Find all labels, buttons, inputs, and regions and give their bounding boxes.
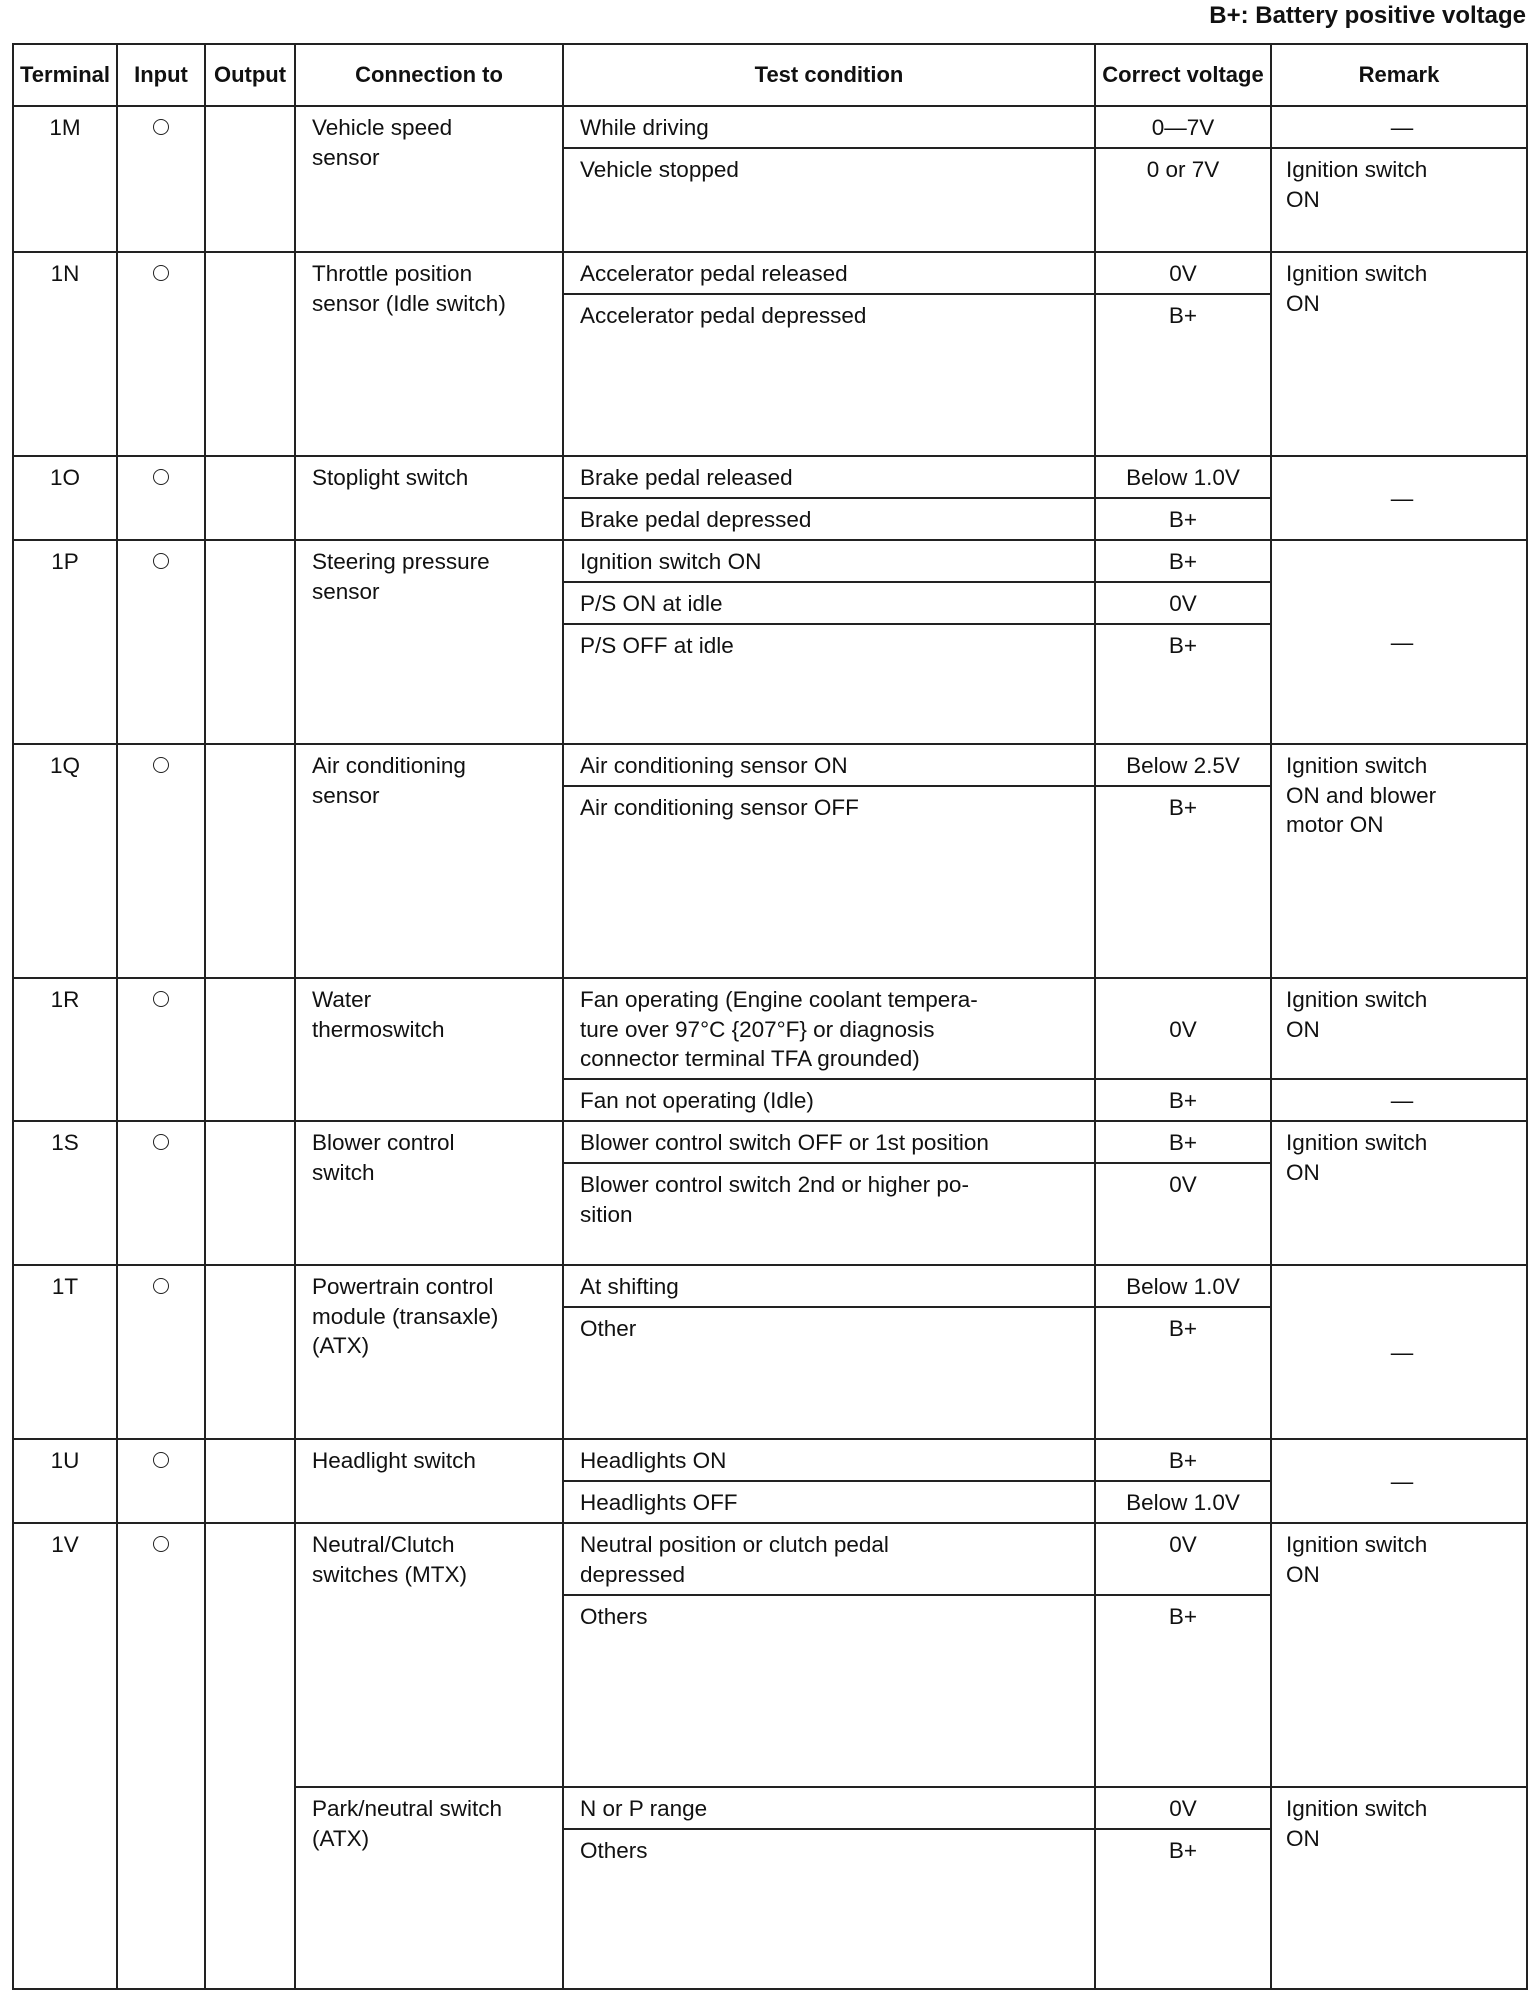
input-cell bbox=[117, 252, 205, 456]
input-circle-icon bbox=[153, 1536, 169, 1552]
header-row bbox=[13, 44, 1527, 106]
condition-cell: Fan operating (Engine coolant tempera- ture over 97°C {207°F} or diagnosis connector terminal TFA grounded) bbox=[563, 978, 1095, 1079]
voltage-cell: B+ bbox=[1095, 1439, 1271, 1481]
remark-cell: — bbox=[1271, 540, 1527, 744]
header-terminal: Terminal bbox=[13, 44, 117, 106]
remark-cell: — bbox=[1271, 1439, 1527, 1523]
terminal-cell: 1S bbox=[13, 1121, 117, 1265]
connection-cell: Powertrain control module (transaxle) (ATX) bbox=[295, 1265, 563, 1439]
terminal-voltage-table bbox=[12, 43, 1528, 1990]
terminal-cell: 1T bbox=[13, 1265, 117, 1439]
output-cell bbox=[205, 1523, 295, 1989]
voltage-cell: Below 2.5V bbox=[1095, 744, 1271, 786]
header-test-condition: Test condition bbox=[563, 44, 1095, 106]
output-cell bbox=[205, 456, 295, 540]
condition-cell: Others bbox=[563, 1595, 1095, 1787]
voltage-cell: 0V bbox=[1095, 252, 1271, 294]
table-row bbox=[13, 1265, 1527, 1307]
terminal-cell: 1U bbox=[13, 1439, 117, 1523]
remark-cell: — bbox=[1271, 106, 1527, 148]
voltage-cell: B+ bbox=[1095, 498, 1271, 540]
remark-cell: Ignition switch ON bbox=[1271, 252, 1527, 456]
condition-cell: Accelerator pedal depressed bbox=[563, 294, 1095, 456]
voltage-cell: B+ bbox=[1095, 786, 1271, 978]
connection-cell: Vehicle speed sensor bbox=[295, 106, 563, 252]
output-cell bbox=[205, 744, 295, 978]
voltage-cell: Below 1.0V bbox=[1095, 1481, 1271, 1523]
header-remark: Remark bbox=[1271, 44, 1527, 106]
connection-cell: Headlight switch bbox=[295, 1439, 563, 1523]
voltage-cell: B+ bbox=[1095, 1307, 1271, 1439]
input-circle-icon bbox=[153, 1134, 169, 1150]
remark-cell: Ignition switch ON bbox=[1271, 1523, 1527, 1787]
table-row bbox=[13, 106, 1527, 148]
output-cell bbox=[205, 106, 295, 252]
header-correct-voltage: Correct voltage bbox=[1095, 44, 1271, 106]
input-circle-icon bbox=[153, 553, 169, 569]
condition-cell: Others bbox=[563, 1829, 1095, 1989]
condition-cell: Headlights ON bbox=[563, 1439, 1095, 1481]
condition-cell: Brake pedal released bbox=[563, 456, 1095, 498]
terminal-cell: 1N bbox=[13, 252, 117, 456]
connection-cell: Steering pressure sensor bbox=[295, 540, 563, 744]
input-circle-icon bbox=[153, 757, 169, 773]
condition-cell: Vehicle stopped bbox=[563, 148, 1095, 252]
condition-cell: N or P range bbox=[563, 1787, 1095, 1829]
voltage-cell: 0V bbox=[1095, 1163, 1271, 1265]
condition-cell: Accelerator pedal released bbox=[563, 252, 1095, 294]
voltage-cell: B+ bbox=[1095, 294, 1271, 456]
condition-cell: Brake pedal depressed bbox=[563, 498, 1095, 540]
terminal-cell: 1P bbox=[13, 540, 117, 744]
connection-cell: Blower control switch bbox=[295, 1121, 563, 1265]
voltage-cell: 0—7V bbox=[1095, 106, 1271, 148]
connection-cell: Stoplight switch bbox=[295, 456, 563, 540]
input-cell bbox=[117, 978, 205, 1121]
condition-cell: Ignition switch ON bbox=[563, 540, 1095, 582]
table-row bbox=[13, 1439, 1527, 1481]
connection-cell: Air conditioning sensor bbox=[295, 744, 563, 978]
terminal-cell: 1R bbox=[13, 978, 117, 1121]
output-cell bbox=[205, 1439, 295, 1523]
voltage-cell: 0V bbox=[1095, 978, 1271, 1079]
remark-cell: Ignition switch ON bbox=[1271, 978, 1527, 1079]
input-cell bbox=[117, 1439, 205, 1523]
voltage-cell: B+ bbox=[1095, 1829, 1271, 1989]
remark-cell: — bbox=[1271, 1265, 1527, 1439]
remark-cell: Ignition switch ON bbox=[1271, 1121, 1527, 1265]
output-cell bbox=[205, 1265, 295, 1439]
header-connection: Connection to bbox=[295, 44, 563, 106]
connection-cell: Park/neutral switch (ATX) bbox=[295, 1787, 563, 1989]
remark-cell: — bbox=[1271, 456, 1527, 540]
output-cell bbox=[205, 252, 295, 456]
output-cell bbox=[205, 1121, 295, 1265]
input-circle-icon bbox=[153, 991, 169, 1007]
table-row bbox=[13, 1523, 1527, 1595]
header-output: Output bbox=[205, 44, 295, 106]
terminal-cell: 1O bbox=[13, 456, 117, 540]
terminal-cell: 1Q bbox=[13, 744, 117, 978]
voltage-cell: B+ bbox=[1095, 1121, 1271, 1163]
condition-cell: Neutral position or clutch pedal depressed bbox=[563, 1523, 1095, 1595]
input-cell bbox=[117, 540, 205, 744]
input-circle-icon bbox=[153, 1278, 169, 1294]
voltage-cell: B+ bbox=[1095, 624, 1271, 744]
voltage-cell: Below 1.0V bbox=[1095, 1265, 1271, 1307]
table-row bbox=[13, 540, 1527, 582]
input-circle-icon bbox=[153, 469, 169, 485]
condition-cell: Blower control switch OFF or 1st position bbox=[563, 1121, 1095, 1163]
output-cell bbox=[205, 540, 295, 744]
connection-cell: Water thermoswitch bbox=[295, 978, 563, 1121]
table-row bbox=[13, 978, 1527, 1079]
voltage-cell: 0V bbox=[1095, 582, 1271, 624]
input-circle-icon bbox=[153, 1452, 169, 1468]
terminal-cell: 1M bbox=[13, 106, 117, 252]
voltage-cell: Below 1.0V bbox=[1095, 456, 1271, 498]
remark-cell: Ignition switch ON and blower motor ON bbox=[1271, 744, 1527, 978]
condition-cell: At shifting bbox=[563, 1265, 1095, 1307]
table-row bbox=[13, 252, 1527, 294]
condition-cell: Other bbox=[563, 1307, 1095, 1439]
header-input: Input bbox=[117, 44, 205, 106]
condition-cell: P/S OFF at idle bbox=[563, 624, 1095, 744]
condition-cell: Headlights OFF bbox=[563, 1481, 1095, 1523]
table-row bbox=[13, 456, 1527, 498]
remark-cell: — bbox=[1271, 1079, 1527, 1121]
output-cell bbox=[205, 978, 295, 1121]
voltage-cell: 0V bbox=[1095, 1787, 1271, 1829]
voltage-cell: B+ bbox=[1095, 1079, 1271, 1121]
input-cell bbox=[117, 1121, 205, 1265]
remark-cell: Ignition switch ON bbox=[1271, 1787, 1527, 1989]
condition-cell: While driving bbox=[563, 106, 1095, 148]
remark-cell: Ignition switch ON bbox=[1271, 148, 1527, 252]
input-cell bbox=[117, 744, 205, 978]
voltage-cell: B+ bbox=[1095, 540, 1271, 582]
voltage-cell: B+ bbox=[1095, 1595, 1271, 1787]
condition-cell: P/S ON at idle bbox=[563, 582, 1095, 624]
table-row bbox=[13, 744, 1527, 786]
input-cell bbox=[117, 106, 205, 252]
voltage-cell: 0V bbox=[1095, 1523, 1271, 1595]
input-cell bbox=[117, 1523, 205, 1989]
input-cell bbox=[117, 456, 205, 540]
connection-cell: Neutral/Clutch switches (MTX) bbox=[295, 1523, 563, 1787]
condition-cell: Air conditioning sensor ON bbox=[563, 744, 1095, 786]
input-circle-icon bbox=[153, 119, 169, 135]
voltage-cell: 0 or 7V bbox=[1095, 148, 1271, 252]
input-circle-icon bbox=[153, 265, 169, 281]
condition-cell: Fan not operating (Idle) bbox=[563, 1079, 1095, 1121]
voltage-legend: B+: Battery positive voltage bbox=[1209, 2, 1526, 29]
condition-cell: Blower control switch 2nd or higher po- sition bbox=[563, 1163, 1095, 1265]
table-row bbox=[13, 1121, 1527, 1163]
condition-cell: Air conditioning sensor OFF bbox=[563, 786, 1095, 978]
input-cell bbox=[117, 1265, 205, 1439]
terminal-cell: 1V bbox=[13, 1523, 117, 1989]
connection-cell: Throttle position sensor (Idle switch) bbox=[295, 252, 563, 456]
